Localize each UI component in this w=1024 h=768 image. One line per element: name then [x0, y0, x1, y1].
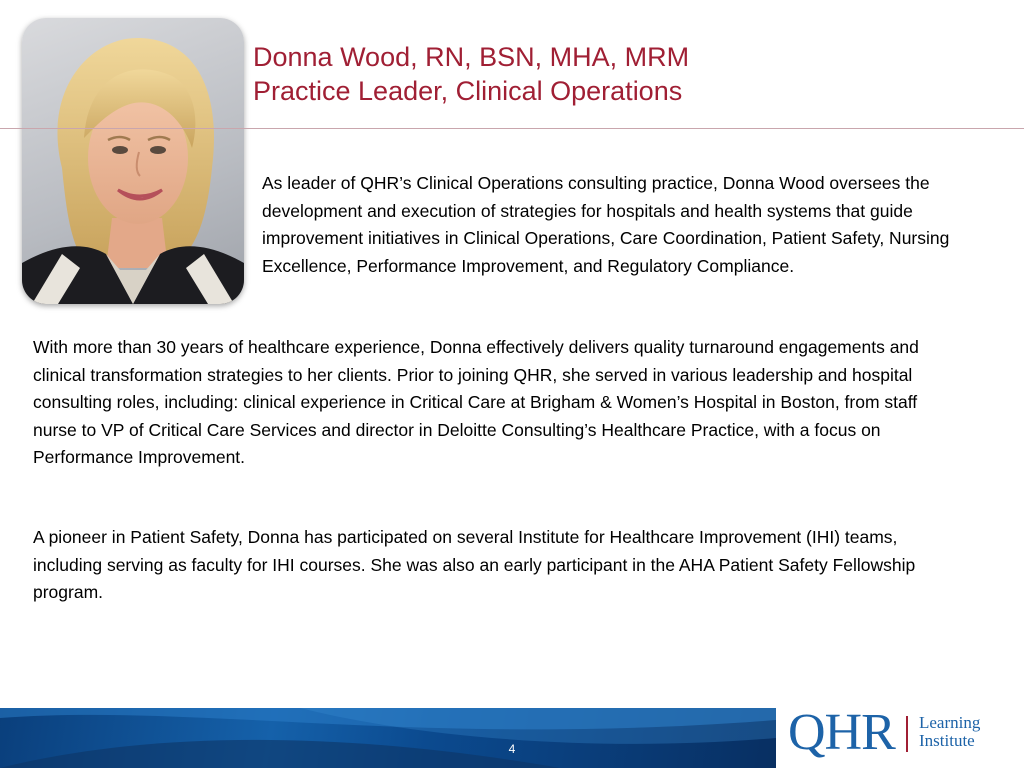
slide-title: [253, 40, 953, 108]
footer-swoosh: [0, 708, 776, 768]
footer-band: [0, 708, 776, 768]
title-divider: [0, 128, 1024, 129]
bio-paragraph-3: A pioneer in Patient Safety, Donna has participated on several Institute for Healthcare Improvement (IHI) teams, including serving as faculty for IHI courses. She was also an early participant in the AHA Patient Safety Fellowship program.: [33, 527, 916, 602]
logo-institute: Institute: [919, 731, 975, 750]
learning-institute-logo: [919, 714, 980, 750]
portrait-illustration: [22, 18, 244, 304]
logo-divider: [906, 716, 908, 752]
portrait-photo: [22, 18, 244, 304]
page-number: 4: [508, 742, 516, 756]
title-role: Practice Leader, Clinical Operations: [253, 76, 683, 106]
qhr-logo: QHR: [788, 704, 895, 761]
title-name-credentials: Donna Wood, RN, BSN, MHA, MRM: [253, 42, 690, 72]
logo-learning: Learning: [919, 713, 981, 732]
bio-paragraph-2: With more than 30 years of healthcare experience, Donna effectively delivers quality turnaround engagements and clinical transformation strategies to her clients. Prior to joining QHR, she served in various leadership and hospital consulting roles, including: clinical experience in Critical Care at Brigham & Women’s Hospital in Boston, from staff nurse to VP of Critical Care Services and director in Deloitte Consulting’s Healthcare Practice, with a focus on Performance Improvement.: [33, 337, 919, 467]
bio-paragraph-1: As leader of QHR’s Clinical Operations consulting practice, Donna Wood oversees the development and execution of strategies for hospitals and health systems that guide improvement initiatives in Clinical Operations, Care Coordination, Patient Safety, Nursing Excellence, Performance Improvement, and Regulatory Compliance.: [262, 173, 950, 276]
